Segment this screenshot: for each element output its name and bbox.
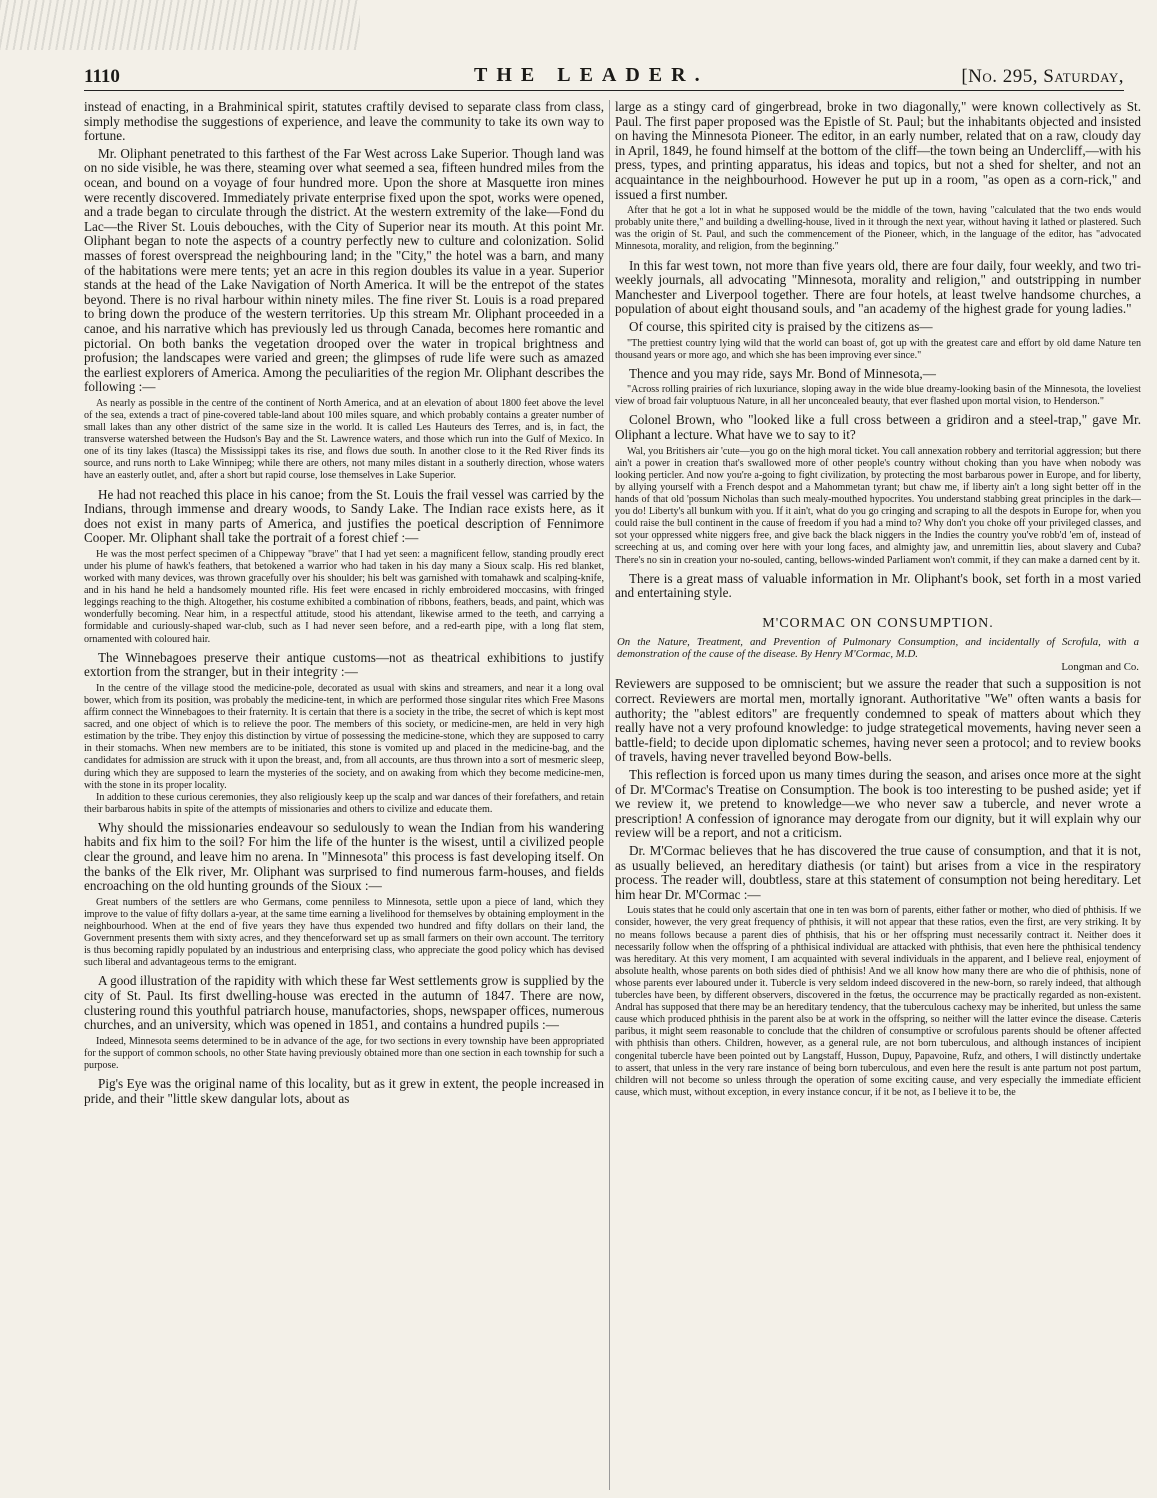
paragraph: Pig's Eye was the original name of this locality, but as it grew in extent, the people increased in pride, and their "little skew dangular lots, about as: [84, 1076, 604, 1106]
paragraph: The Winnebagoes preserve their antique customs—not as theatrical exhibitions to justify extortion from the stranger, but in their integrity :—: [84, 649, 604, 680]
quote-text: Great numbers of the settlers are who Germans, come penniless to Minnesota, settle upon a piece of land, which they improve to the value of fifty dollars a-year, at the same time earning a livelihood for themselves by obtaining employment in the neighbourhood. When at the end of five years they have thus expended two hundred and fifty dollars on their land, the Government presents them with sixty acres, and they thenceforward set up as small farmers on their own account. The territory is thus becoming rapidly populated by an industrious and enterprising class, who appreciate the good policy which has devised such liberal and advantageous terms to the emigrant.: [84, 896, 604, 969]
paragraph: In this far west town, not more than five years old, there are four daily, four weekly, and two tri-weekly journals, all advocating "Minnesota, morality and religion," and outstripping in number Manchester and Liverpool together. There are four hotels, at least twelve handsome churches, a population of about eight thousand souls, and "an academy of the highest grade for young ladies.": [615, 257, 1141, 317]
quote-text: As nearly as possible in the centre of the continent of North America, and at an elevation of about 1800 feet above the level of the sea, extends a tract of pine-covered table-land about 100 miles square, and which probably contains a greater number of small lakes than any other district of the same size in the world. It is called Les Hauteurs des Terres, and is, in fact, the transverse watershed between the Hudson's Bay and the St. Lawrence waters, and those which run into the Gulf of Mexico. In one of its tiny lakes (Itasca) the Mississippi takes its rise, and flows due south. In another close to it the Red River finds its source, and runs north to Lake Winnipeg; while there are others, not many miles distant in a southerly direction, whose waters have an easterly outlet, and, after a short but rapid course, lose themselves in Lake Superior.: [84, 397, 604, 482]
paragraph: Reviewers are supposed to be omniscient; but we assure the reader that such a supposition is not correct. Reviewers are mortal men, mortally ignorant. Authoritative "We" often wants a basis for authority; the "ablest editors" are frequently condemned to speak of matters about which they really have not a very profound knowledge: to judge strategetical movements, having never seen a battle-field; to decide upon diplomatic schemes, having never seen a protocol; and to review books of travels, having never travelled beyond Bow-bells.: [615, 676, 1141, 765]
quote-text: "Across rolling prairies of rich luxuriance, sloping away in the wide blue dreamy-looking basin of the Minnesota, the loveliest view of broad fair voluptuous Nature, in all her unconcealed beauty, that ever flashed upon mortal vision, to Henderson.": [615, 384, 1141, 408]
column-divider: [609, 100, 610, 1490]
paragraph: Dr. M'Cormac believes that he has discovered the true cause of consumption, and that it is not, as usually believed, an hereditary diathesis (or taint) but arises from a vice in the respiratory process. The reader will, doubtless, stare at this statement of consumption not being hereditary. Let him hear Dr. M'Cormac :—: [615, 843, 1141, 902]
quote-text: After that he got a lot in what he supposed would be the middle of the town, having "calculated that the two ends would probably unite there," and building a dwelling-house, lived in it through the next year, without having it lathed or plastered. Such was the origin of St. Paul, and such the commencement of the Pioneer, which, in the language of the editor, has "advocated Minnesota, morality, and religion, from the beginning.": [615, 205, 1141, 253]
quote-text: He was the most perfect specimen of a Chippeway "brave" that I had yet seen: a magnificent fellow, standing proudly erect under his plume of hawk's feathers, that betokened a warrior who had taken in his day many a Sioux scalp. His red blanket, worked with many devices, was thrown gracefully over his shoulder; his belt was garnished with tomahawk and scalping-knife, and in his hand he held a handsomely mounted rifle. His feet were encased in richly embroidered moccasins, with fringed leggings reaching to the thigh. Altogether, his costume exhibited a combination of ribbons, feathers, beads, and paint, which was wonderfully becoming. Near him, in a respectful attitude, stood his attendant, likewise armed to the teeth, and carrying a formidable and curiously-shaped war-club, such as I had never seen before, and a red-earth pipe, with a long flat stem, ornamented with coloured hair.: [84, 548, 604, 645]
right-column: [615, 100, 1141, 1490]
review-subtitle: [615, 636, 1141, 674]
block-quote: [615, 338, 1141, 362]
block-quote: [84, 897, 604, 970]
issue-info: [No. 295, Saturday,: [961, 66, 1124, 87]
paragraph: Why should the missionaries endeavour so sedulously to wean the Indian from his wandering habits and fix him to the soil? For him the life of the hunter is the wisest, until a civilized people clear the ground, and leave him no arena. In "Minnesota" this process is fast developing itself. On the banks of the Elk river, Mr. Oliphant was surprised to find numerous farm-houses, and fields encroaching on the old hunting grounds of the Sioux :—: [84, 819, 604, 894]
block-quote: [84, 1036, 604, 1072]
block-quote: [615, 905, 1141, 1099]
block-quote: [84, 683, 604, 816]
paragraph: He had not reached this place in his canoe; from the St. Louis the frail vessel was carried by the Indians, through immense and dreary woods, to Sandy Lake. The Indian race exists here, as it does not exist in many parts of America, and justifies the poetical description of Fennimore Cooper. Mr. Oliphant shall take the portrait of a forest chief :—: [84, 486, 604, 546]
paragraph: instead of enacting, in a Brahminical spirit, statutes craftily devised to separate class from class, simply methodise the suggestions of experience, and leave the community to take its own way to fortune.: [84, 100, 604, 144]
review-book-title: On the Nature, Treatment, and Prevention of Pulmonary Consumption, and incidentally of Scrofula, with a demonstration of the cause of the disease. By Henry M'Cormac, M.D.: [617, 635, 1139, 661]
paragraph: There is a great mass of valuable information in Mr. Oliphant's book, set forth in a most varied and entertaining style.: [615, 570, 1141, 601]
paragraph: A good illustration of the rapidity with which these far West settlements grow is supplied by the city of St. Paul. Its first dwelling-house was erected in the autumn of 1847. There are now, clustering round this youthful patriarch house, manufactories, shops, newspaper offices, numerous churches, and an university, which was opened in 1851, and contains a hundred pupils :—: [84, 973, 604, 1033]
paragraph: Mr. Oliphant penetrated to this farthest of the Far West across Lake Superior. Though land was on no side visible, he was there, steaming over what seemed a sea, fifteen hundred miles from the ocean, and bound on a voyage of four hundred more. Upon the shore at Masquette iron mines were recently discovered. Immediately private enterprise fixed upon the spot, works were opened, and a trade began to circulate through the district. At the western extremity of the lake—Fond du Lac—the River St. Louis debouches, with the City of Superior near its mouth. At this point Mr. Oliphant began to note the aspects of a country perfectly new to culture and colonization. Solid masses of forest overspread the neighbouring land; in the "City," the hotel was a barn, and many of the habitations were mere tents; yet an acre in this region doubles its value in a year. Superior stands at the head of the Lake Navigation of North America. It will be the entrepot of the states beyond. There is no rival harbour within ninety miles. The fine river St. Louis is a road prepared to bring down the produce of the western territories. Up this stream Mr. Oliphant proceeded in a canoe, and his narrative which has previously led us through Canada, becomes here romantic and pictorial. On both banks the vegetation drooped over the water in tropical brightness and profusion; the landscapes were varied and green; the glimpses of rude life were such as amazed the earliest explorers of America. Among the peculiarities of the region Mr. Oliphant describes the following :—: [84, 145, 604, 395]
review-title: M'CORMAC ON CONSUMPTION.: [762, 615, 994, 631]
quote-text: Louis states that he could only ascertain that one in ten was born of parents, either father or mother, who died of phthisis. If we consider, however, the very great frequency of phthisis, it will not appear that these ratios, even the first, are very striking. It by no means follows because a parent dies of phthisis, that his or her offspring must necessarily contract it. Neither does it necessarily follow when the offspring of a phthisical individual are attacked with phthisis, that even here the phthisical tendency was hereditary. At this very moment, I am acquainted with several individuals in the apparent, and I believe real, enjoyment of absolute health, whose parents on both sides died of phthisis! And we all know how many there are who die of phthisis, none of whose parents ever laboured under it. Tubercle is very seldom indeed discovered in the new-born, so rarely indeed, that although tubercles have been, by different observers, discovered in the fœtus, the occurrence may be practically regarded as non-existent. Andral has supposed that there may be an hereditary tendency, that the tuberculous cachexy may be inherited, but unless the same cause which produced phthisis in the parent also be at work in the offspring, so neither will the latter evince the disease. Cæteris paribus, it might seem reasonable to conclude that the children of consumptive or scrofulous parents should be oftener affected with phthisis than others. Children, however, as a general rule, are not born tuberculous, and although instances of incipient congenital tubercle have been pointed out by Langstaff, Husson, Dupuy, Papavoine, Rufz, and others, I will distinctly undertake to assert, that unless in the very rare instance of being born tuberculous, and even here the result is ante partum not post partum, children will not become so unless through the operation of some exciting cause, and very especially the immediate efficient cause, which must, without exception, in every instance concur, if it be not, as I believe it to be, the: [615, 905, 1141, 1098]
review-publisher: Longman and Co.: [1061, 660, 1139, 673]
quote-text: In the centre of the village stood the medicine-pole, decorated as usual with skins and streamers, and near it a long oval bower, which from its position, was probably the medicine-tent, in which are performed those singular rites which Free Masons affirm connect the Winnebagoes to their fraternity. It is certain that there is a society in the tribe, the secret of which is kept most sacred, and one object of which is to relieve the poor. The members of this society, or medicine-men, are held in very high estimation by the tribe. They enjoy this distinction by virtue of possessing the medicine-stone, which they are supposed to carry in their stomachs. When new members are to be initiated, this stone is vomited up and placed in the medicine-bag, and the candidates for admission are struck with it upon the breast, and, from all accounts, are thus thrown into a sort of mesmeric sleep, during which they are supposed to learn the mysteries of the society, and on awaking from which they become medicine-men, with the stone in its proper locality.: [84, 682, 604, 791]
quote-text: Wal, you Britishers air 'cute—you go on the high moral ticket. You call annexation robbery and territorial aggression; but there ain't a power in creation that's swallowed more of other people's country without choking than you have when nobody was looking perticler. And now you're a-going to fight civilization, by protecting the most barbarous power in Europe, and for liberty, by allying yourself with a French despot and a Mahommetan tyrant; but chaw me, if liberty ain't a long sight better off in the hands of that old 'possum Nicholas than such mealy-mouthed hypocrites. You understand stabbing great principles in the dark—you do! Liberty's all bunkum with you. If it ain't, what do you go cringing and scraping to all the despots in Europe for, when you could raise the bull continent in the cause of freedom if you had a mind to? Why don't you choke off your privileged classes, and sot your oppressed white niggers free, and give back the black niggers in the Indies the country you've robb'd 'em of, instead of screeching at us, and coming over here with your long faces, and almighty jaw, and unremittin lies, about slavery and Cuba? There's no sin in creation your no-souled, canting, bellows-winded Parliament won't commit, if they can make a darned cent by it.: [615, 445, 1141, 566]
left-column: [84, 100, 604, 1490]
block-quote: [84, 549, 604, 646]
page-header: [84, 62, 1124, 91]
quote-text: "The prettiest country lying wild that the world can boast of, got up with the greatest care and effort by old dame Nature ten thousand years or more ago, and which she has been improving ever since.": [615, 337, 1141, 361]
page-number: 1110: [84, 66, 120, 87]
paragraph: Colonel Brown, who "looked like a full cross between a gridiron and a steel-trap," gave Mr. Oliphant a lecture. What have we to say to it?: [615, 412, 1141, 443]
block-quote: [615, 384, 1141, 408]
block-quote: [615, 446, 1141, 567]
quote-text: In addition to these curious ceremonies, they also religiously keep up the scalp and war dances of their forefathers, and retain their barbarous habits in spite of the attempts of missionaries and others to civilize and educate them.: [84, 791, 604, 815]
paragraph: large as a stingy card of gingerbread, broke in two diagonally," were known collectively as St. Paul. The first paper proposed was the Epistle of St. Paul; but the inhabitants objected and insisted on having the Minnesota Pioneer. The editor, in an early number, related that on a raw, cloudy day in April, 1849, he found himself at the bottom of the cliff—the town being an Undercliff,—with his press, types, and printing apparatus, his ideas and topics, but not a shed for shelter, and not an acquaintance in the neighbourhood. However he put up in a room, "as open as a corn-rick," and issued a first number.: [615, 100, 1141, 202]
paragraph: This reflection is forced upon us many times during the season, and arises once more at the sight of Dr. M'Cormac's Treatise on Consumption. The book is too interesting to be pushed aside; yet if we review it, we pretend to knowledge—we who never saw a tubercle, and never wrote a prescription! A confession of ignorance may derogate from our dignity, but it will explain why our review will be a report, and not a criticism.: [615, 767, 1141, 841]
block-quote: [615, 205, 1141, 253]
quote-text: Indeed, Minnesota seems determined to be in advance of the age, for two sections in every township have been appropriated for the support of common schools, no other State having previously obtained more than one section in each township for such a purpose.: [84, 1035, 604, 1071]
paragraph: Thence and you may ride, says Mr. Bond of Minnesota,—: [629, 365, 936, 381]
masthead: THE LEADER.: [474, 64, 709, 86]
paragraph: Of course, this spirited city is praised by the citizens as—: [629, 318, 933, 334]
block-quote: [84, 398, 604, 483]
print-smudge: [0, 0, 360, 50]
